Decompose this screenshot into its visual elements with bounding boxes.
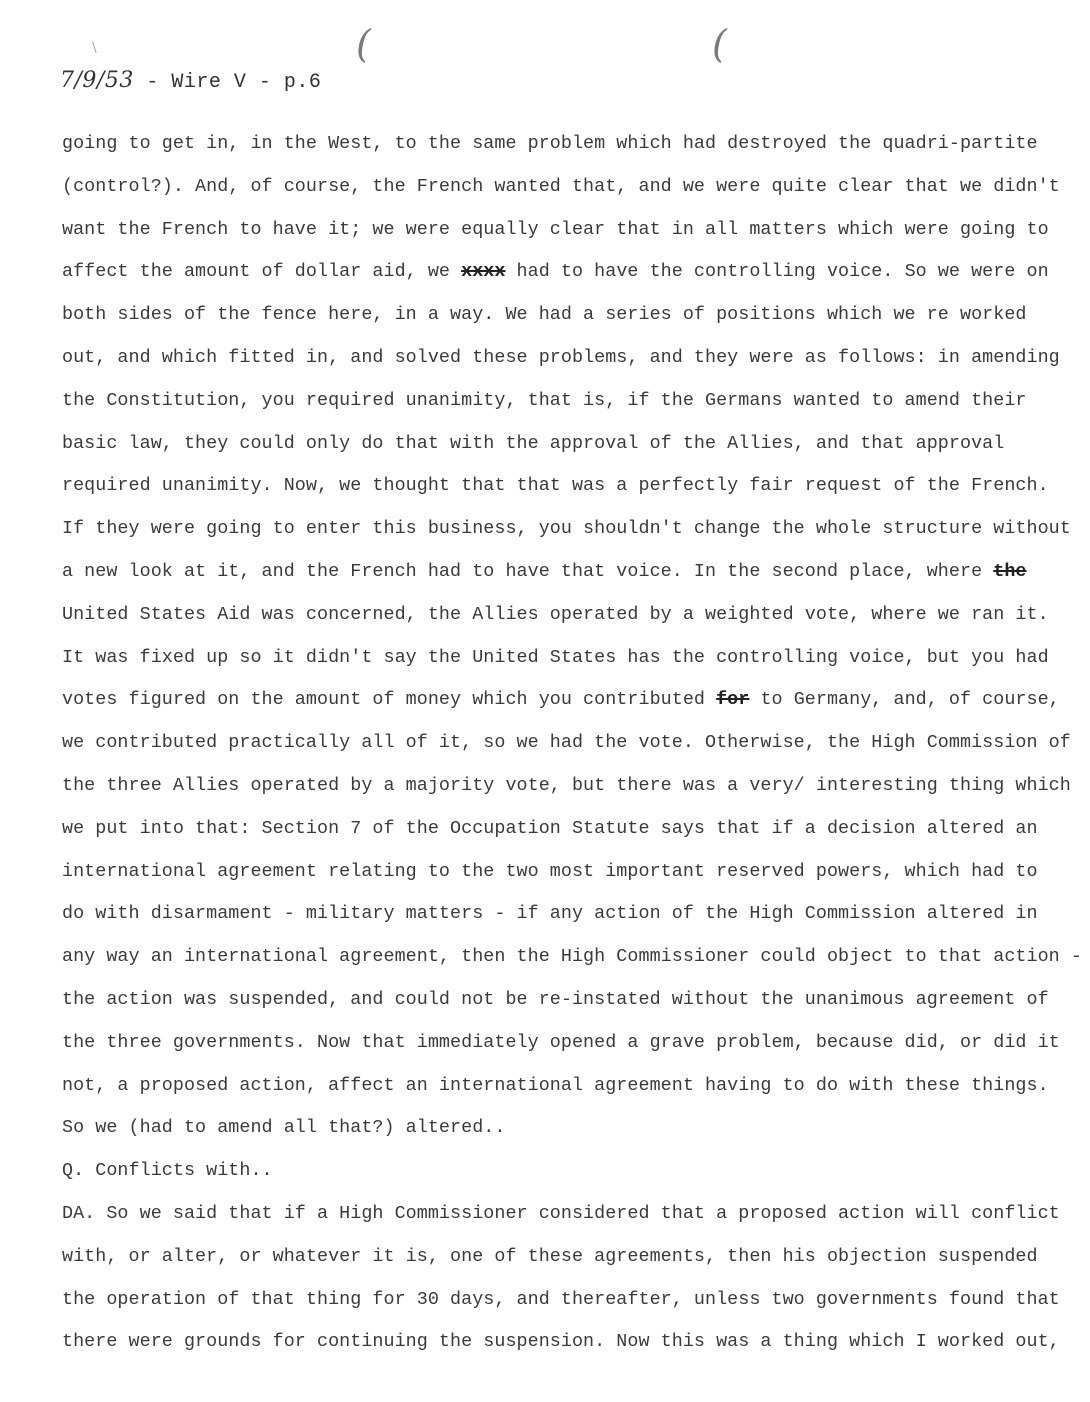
text-line-27: with, or alter, or whatever it is, one of these agreements, then his objection suspended <box>62 1245 1038 1267</box>
text-line-14-end: to Germany, and, of course, <box>749 689 1060 711</box>
text-line-21: the action was suspended, and could not be re-instated without the unanimous agreement of <box>62 988 1049 1010</box>
handwritten-paren-left: ( <box>356 22 371 66</box>
text-line-4-end: had to have the controlling voice. So we were on <box>505 261 1049 283</box>
text-line-29: there were grounds for continuing the suspension. Now this was a thing which I worked out, <box>62 1331 1060 1353</box>
text-line-4 <box>62 258 1052 301</box>
page-header <box>60 68 321 94</box>
text-line-22: the three governments. Now that immediately opened a grave problem, because did, or did it <box>62 1031 1060 1053</box>
text-line-2: (control?). And, of course, the French wanted that, and we were quite clear that we didn't <box>62 175 1060 197</box>
text-line-25: Q. Conflicts with.. <box>62 1160 273 1182</box>
transcript-body <box>62 130 1082 1371</box>
text-line-8: basic law, they could only do that with the approval of the Allies, and that approval <box>62 432 1005 454</box>
text-line-1: going to get in, in the West, to the same problem which had destroyed the quadri-partite <box>62 133 1038 154</box>
text-line-26: DA. So we said that if a High Commissioner considered that a proposed action will conflict <box>62 1202 1060 1224</box>
struck-text: xxxx <box>461 261 506 283</box>
text-line-14-start: votes figured on the amount of money which you contributed <box>62 689 717 711</box>
text-line-16: the three Allies operated by a majority vote, but there was a very/ interesting thing which <box>62 774 1071 796</box>
text-line-14 <box>62 686 1060 729</box>
text-line-4-start: affect the amount of dollar aid, we <box>62 261 462 283</box>
text-line-13: It was fixed up so it didn't say the United States has the controlling voice, but you had <box>62 646 1049 668</box>
text-line-6: out, and which fitted in, and solved these problems, and they were as follows: in amending <box>62 346 1060 368</box>
text-line-11-start: a new look at it, and the French had to have that voice. In the second place, where <box>62 560 994 582</box>
handwritten-paren-right: ( <box>712 22 727 66</box>
text-line-17: we put into that: Section 7 of the Occupation Statute says that if a decision altered an <box>62 817 1038 839</box>
text-line-7: the Constitution, you required unanimity, that is, if the Germans wanted to amend their <box>62 389 1027 411</box>
text-line-12: United States Aid was concerned, the Allies operated by a weighted vote, where we ran it. <box>62 603 1049 625</box>
header-title: - Wire V - p.6 <box>133 71 322 94</box>
text-line-20: any way an international agreement, then the High Commissioner could object to that action - <box>62 946 1082 968</box>
text-line-23: not, a proposed action, affect an international agreement having to do with these things. <box>62 1074 1049 1096</box>
text-line-18: international agreement relating to the two most important reserved powers, which had to <box>62 860 1038 882</box>
text-line-3: want the French to have it; we were equally clear that in all matters which were going to <box>62 218 1049 240</box>
margin-mark: \ <box>92 40 97 56</box>
text-line-11 <box>62 558 1052 601</box>
text-line-9: required unanimity. Now, we thought that that was a perfectly fair request of the French. <box>62 475 1049 497</box>
struck-text: the <box>993 560 1027 582</box>
header-date: 7/9/53 <box>60 68 134 93</box>
text-line-5: both sides of the fence here, in a way. We had a series of positions which we re worked <box>62 304 1027 326</box>
text-line-28: the operation of that thing for 30 days, and thereafter, unless two governments found that <box>62 1288 1060 1310</box>
text-line-10: If they were going to enter this business, you shouldn't change the whole structure without <box>62 518 1071 540</box>
text-line-19: do with disarmament - military matters - if any action of the High Commission altered in <box>62 903 1038 925</box>
text-line-24: So we (had to amend all that?) altered.. <box>62 1117 506 1139</box>
struck-text: for <box>716 689 750 711</box>
text-line-15: we contributed practically all of it, so we had the vote. Otherwise, the High Commission of <box>62 732 1071 754</box>
